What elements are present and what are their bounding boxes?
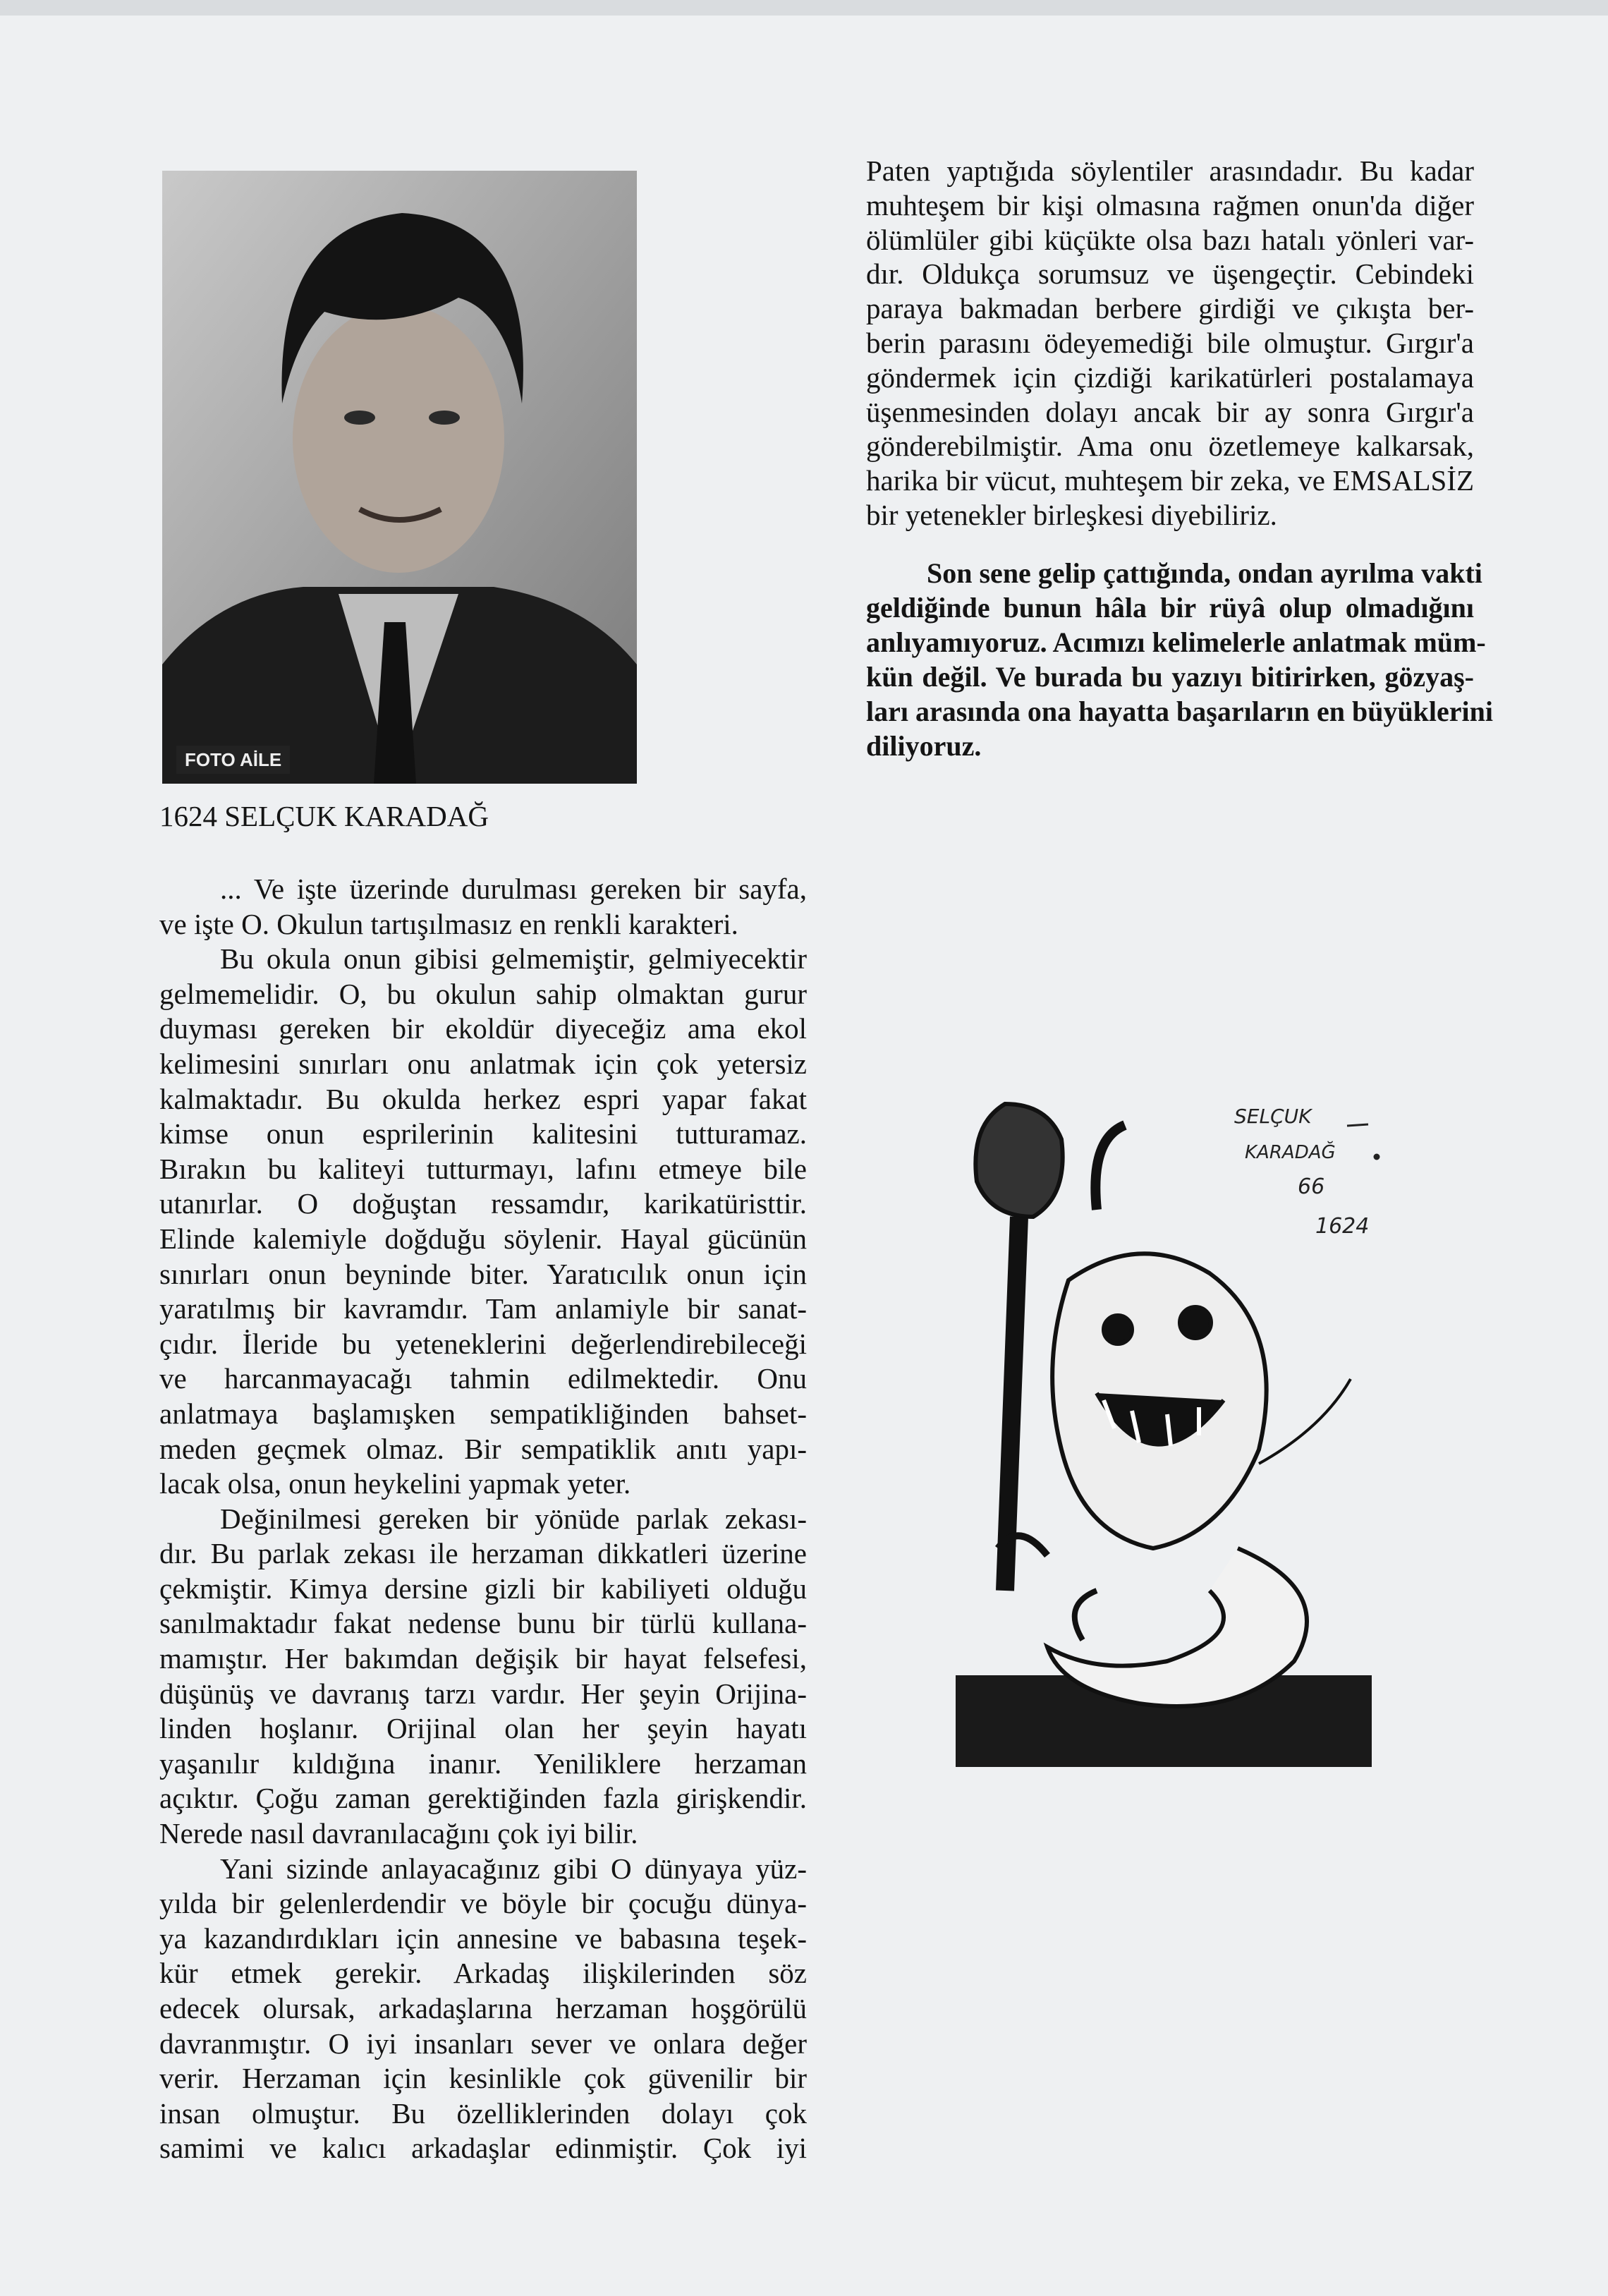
text-line: Nerede nasıl davranılacağını çok iyi bilir.: [159, 1817, 638, 1850]
text-line: dır. Bu parlak zekası ile herzaman dikkatleri üzerine: [159, 1537, 807, 1570]
text-line: Paten yaptığıda söylentiler arasındadır. Bu kadar: [866, 154, 1474, 187]
text-line: yılda bir gelenlerdendir ve böyle bir çocuğu dünya-: [159, 1887, 807, 1920]
handwritten-note: [1227, 1100, 1389, 1241]
text-line: anlıyamıyoruz. Acımızı kelimelerle anlatmak müm-: [866, 626, 1486, 658]
text-line: kalmaktadır. Bu okulda herkez espri yapar fakat: [159, 1082, 807, 1115]
handwritten-name: SELÇUK: [1234, 1105, 1312, 1128]
text-line: geldiğinde bunun hâla bir rüyâ olup olmadığını: [866, 592, 1474, 624]
text-line: paraya bakmadan berbere girdiği ve çıkışta ber-: [866, 292, 1474, 325]
right-text-paragraph-1: [866, 154, 1474, 533]
text-line: ... Ve işte üzerinde durulması gereken bir sayfa,: [220, 873, 807, 905]
text-line: muhteşem bir kişi olmasına rağmen onun'da diğer: [866, 188, 1474, 221]
right-text-paragraph-2: [866, 556, 1494, 763]
text-line: harika bir vücut, muhteşem bir zeka, ve EMSALSİZ: [866, 464, 1474, 497]
text-line: diliyoruz.: [866, 730, 982, 762]
text-line: verir. Herzaman için kesinlikle çok güvenilir bir: [159, 2062, 807, 2095]
handwritten-number: 1624: [1315, 1214, 1370, 1239]
text-line: sanılmaktadır fakat nedense bunu bir türlü kullana-: [159, 1607, 807, 1640]
text-line: kimse onun esprilerinin kalitesini tutturamaz.: [159, 1117, 807, 1150]
handwritten-class: 66: [1298, 1174, 1325, 1199]
scan-edge: [0, 0, 1608, 16]
text-line: çıdır. İleride bu yeteneklerini değerlendirebileceği: [159, 1327, 807, 1360]
text-line: insan olmuştur. Bu özelliklerinden dolayı çok: [159, 2096, 807, 2130]
text-line: üşenmesinden dolayı ancak bir ay sonra Gırgır'a: [866, 395, 1474, 428]
text-line: ve işte O. Okulun tartışılmasız en renkli karakteri.: [159, 907, 738, 940]
text-line: Bu okula onun gibisi gelmemiştir, gelmiyecektir: [220, 942, 807, 976]
text-line: davranmıştır. O iyi insanları sever ve onlara değer: [159, 2027, 807, 2060]
text-line: Yani sizinde anlayacağınız gibi O dünyaya yüz-: [220, 1852, 807, 1885]
text-line: berin parasını ödeyemediği bile olmuştur. Gırgır'a: [866, 326, 1474, 359]
text-line: meden geçmek olmaz. Bir sempatiklik anıtı yapı-: [159, 1432, 807, 1465]
text-line: ölümlüler gibi küçükte olsa bazı hatalı yönleri var-: [866, 223, 1474, 256]
text-line: kür etmek gerekir. Arkadaş ilişkilerinden söz: [159, 1957, 807, 1990]
text-line: göndermek için çizdiği karikatürleri postalamaya: [866, 360, 1474, 394]
text-line: mamıştır. Her bakımdan değişik bir hayat felsefesi,: [159, 1642, 807, 1675]
text-line: anlatmaya başlamışken sempatikliğinden bahset-: [159, 1397, 807, 1430]
photo-studio-badge: FOTO AİLE: [176, 746, 290, 774]
text-line: çekmiştir. Kimya dersine gizli bir kabiliyeti olduğu: [159, 1572, 807, 1605]
text-line: açıktır. Çoğu zaman gerektiğinden fazla girişkendir.: [159, 1782, 807, 1815]
text-line: ya kazandırdıkları için annesine ve babasına teşek-: [159, 1921, 807, 1955]
left-text-column: [159, 872, 807, 2166]
text-line: duyması gereken bir ekoldür diyeceğiz ama ekol: [159, 1012, 807, 1045]
text-line: dır. Oldukça sorumsuz ve üşengeçtir. Cebindeki: [866, 257, 1474, 291]
text-line: Son sene gelip çattığında, ondan ayrılma vakti: [927, 557, 1482, 589]
text-line: bir yetenekler birleşkesi diyebiliriz.: [866, 498, 1277, 531]
handwritten-surname: KARADAĞ: [1245, 1142, 1336, 1163]
student-caption: 1624 SELÇUK KARADAĞ: [159, 800, 489, 832]
text-line: yaşanılır kıldığına inanır. Yeniliklere herzaman: [159, 1747, 807, 1780]
text-line: Bırakın bu kaliteyi tutturmayı, lafını etmeye bile: [159, 1152, 807, 1185]
text-line: ları arasında ona hayatta başarıların en büyüklerini: [866, 696, 1494, 727]
text-line: Elinde kalemiyle doğduğu söylenir. Hayal gücünün: [159, 1222, 807, 1255]
text-line: düşünüş ve davranış tarzı vardır. Her şeyin Orijina-: [159, 1677, 807, 1710]
text-line: ve harcanmayacağı tahmin edilmektedir. Onu: [159, 1362, 807, 1395]
text-line: kün değil. Ve burada bu yazıyı bitirirken, gözyaş-: [866, 661, 1474, 693]
portrait-photo: [162, 171, 637, 784]
text-line: kelimesini sınırları onu anlatmak için çok yetersiz: [159, 1047, 807, 1080]
text-line: lacak olsa, onun heykelini yapmak yeter.: [159, 1467, 631, 1500]
text-line: edecek olursak, arkadaşlarına herzaman hoşgörülü: [159, 1992, 807, 2024]
text-line: linden hoşlanır. Orijinal olan her şeyin hayatı: [159, 1712, 807, 1745]
text-line: gelmemelidir. O, bu okulun sahip olmaktan gurur: [159, 977, 807, 1010]
text-line: gönderebilmiştir. Ama onu özetlemeye kalkarsak,: [866, 430, 1474, 463]
text-line: yaratılmış bir kavramdır. Tam anlamiyle bir sanat-: [159, 1292, 807, 1325]
text-line: sınırları onun beyninde biter. Yaratıcılık onun için: [159, 1257, 807, 1290]
text-line: utanırlar. O doğuştan ressamdır, karikatüristtir.: [159, 1187, 807, 1220]
text-line: samimi ve kalıcı arkadaşlar edinmiştir. Çok iyi: [159, 2132, 807, 2165]
text-line: Değinilmesi gereken bir yönüde parlak zekası-: [220, 1502, 807, 1535]
